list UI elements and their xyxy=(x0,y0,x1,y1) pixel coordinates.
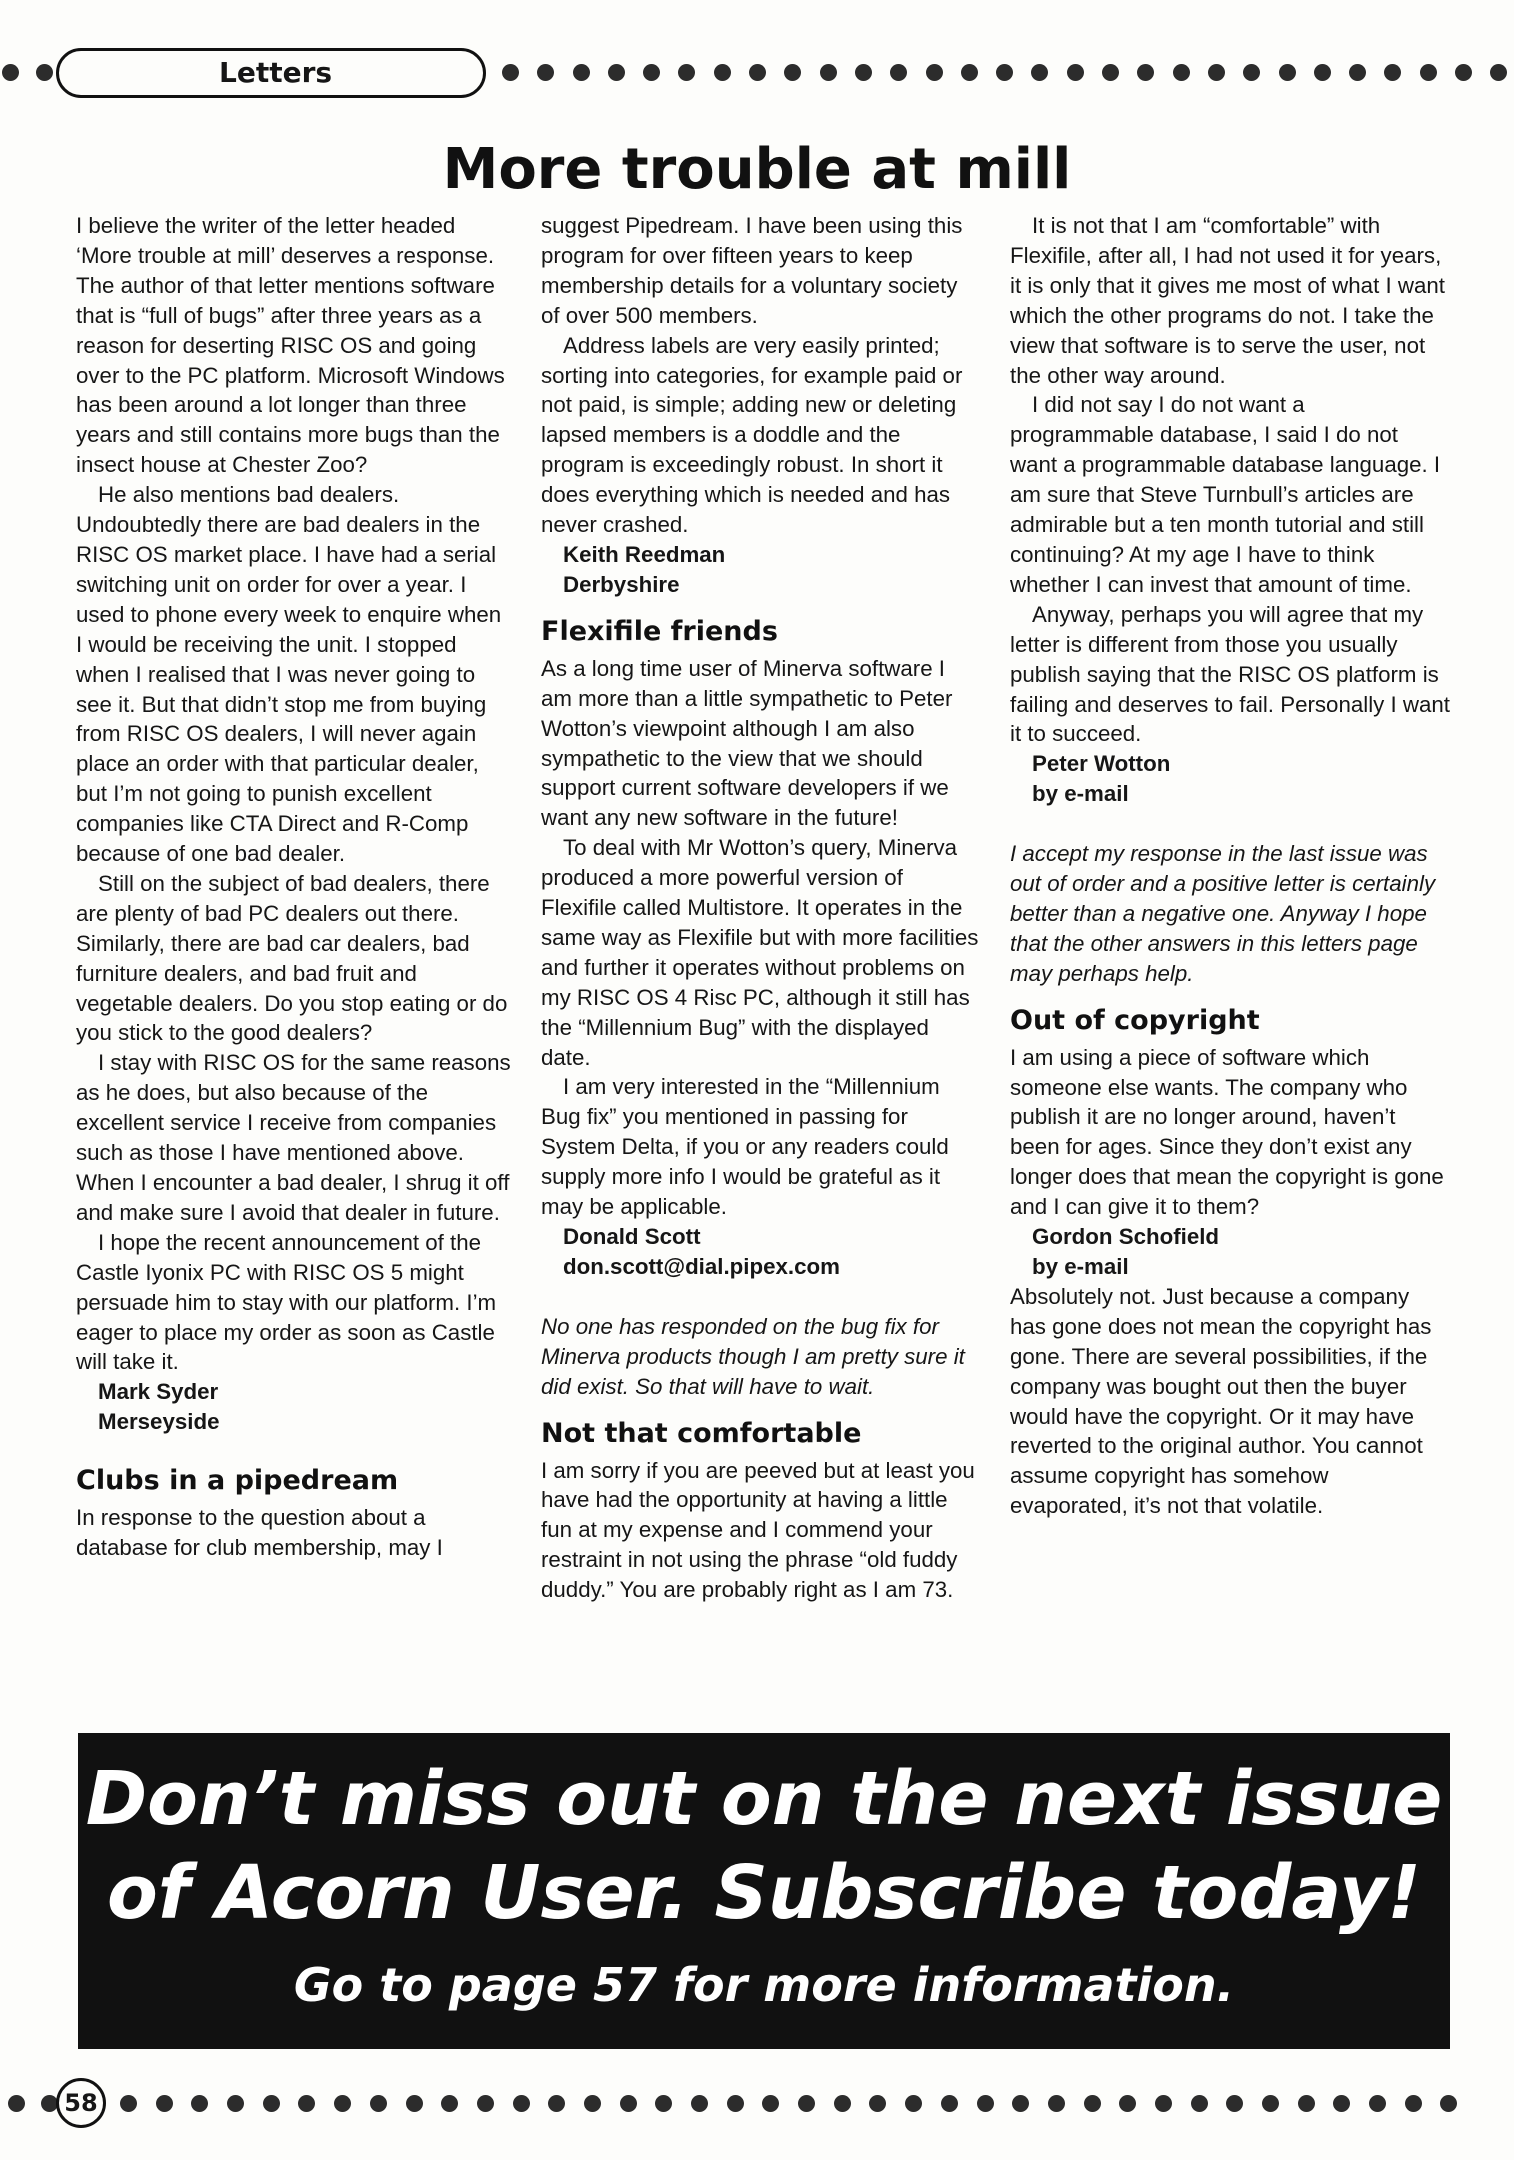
decorative-dot xyxy=(926,64,943,81)
letter-paragraph: suggest Pipedream. I have been using this program for over fifteen years to keep membership details for a voluntary society of over 500 members. xyxy=(541,213,963,328)
decorative-dot xyxy=(714,64,731,81)
letter-paragraph: I believe the writer of the letter headed ‘More trouble at mill’ deserves a response. The author of that letter mentions software that is “full of bugs” after three years as a reason for deserting RISC OS and going over to the PC platform. Microsoft Windows has been around a lot longer than three years and still contains more bugs than the insect house at Chester Zoo? xyxy=(76,213,505,478)
decorative-dot xyxy=(1349,64,1366,81)
decorative-dot xyxy=(370,2095,387,2112)
signature-place: Merseyside xyxy=(98,1409,220,1435)
decorative-dot xyxy=(573,64,590,81)
letter-paragraph: I stay with RISC OS for the same reasons as he does, but also because of the excellent service I receive from companies such as those I have mentioned above. When I encounter a bad dealer, I shrug it off and make sure I avoid that dealer in future. xyxy=(76,1050,511,1225)
decorative-dot xyxy=(120,2095,137,2112)
decorative-dot xyxy=(784,64,801,81)
decorative-dot xyxy=(298,2095,315,2112)
decorative-dot xyxy=(890,64,907,81)
decorative-dot xyxy=(855,64,872,81)
signature-name: Gordon Schofield xyxy=(1032,1224,1220,1250)
heading-flexifile: Flexifile friends xyxy=(541,615,778,647)
decorative-dot xyxy=(548,2095,565,2112)
decorative-dot xyxy=(1067,64,1084,81)
signature-name: Donald Scott xyxy=(563,1224,701,1249)
decorative-dot xyxy=(727,2095,744,2112)
decorative-dot xyxy=(227,2095,244,2112)
decorative-dot xyxy=(1455,64,1472,81)
footer-dots-right xyxy=(120,2095,1457,2112)
decorative-dot xyxy=(996,64,1013,81)
decorative-dot xyxy=(1173,64,1190,81)
decorative-dot xyxy=(1191,2095,1208,2112)
decorative-dot xyxy=(1298,2095,1315,2112)
header-dots-left xyxy=(2,64,53,81)
column-1 xyxy=(76,211,512,1563)
letter-paragraph: I am using a piece of software which someone else wants. The company who publish it are no longer around, haven’t been for ages. Since they don’t exist any longer does that mean the copyright is gone and I can give it to them? xyxy=(1010,1044,1444,1220)
decorative-dot xyxy=(1119,2095,1136,2112)
letter-paragraph: Still on the subject of bad dealers, there are plenty of bad PC dealers out there. Similarly, there are bad car dealers, bad furniture dealers, and bad fruit and vegetable dealers. Do you stop eating or do you stick to the good dealers? xyxy=(76,870,508,1046)
letter-paragraph: He also mentions bad dealers. Undoubtedly there are bad dealers in the RISC OS market place. I have had a serial switching unit on order for over a year. I used to phone every week to enquire when I would be receiving the unit. I stopped when I realised that I was never going to see it. But that didn’t stop me from buying from RISC OS dealers, I will never again place an order with that particular dealer, but I’m not going to punish excellent companies like CTA Direct and R-Comp because of one bad dealer. xyxy=(76,482,502,867)
column-2 xyxy=(541,211,981,1605)
signature-place: Derbyshire xyxy=(563,571,680,597)
heading-not-comfortable: Not that comfortable xyxy=(541,1417,862,1449)
decorative-dot xyxy=(1226,2095,1243,2112)
banner-line-1: Don’t miss out on the next issue xyxy=(85,1756,1443,1842)
decorative-dot xyxy=(1314,64,1331,81)
editor-reply: I accept my response in the last issue was out of order and a positive letter is certainly better than a negative one. Anyway I hope that the other answers in this letters page may perhaps help. xyxy=(1010,841,1436,986)
decorative-dot xyxy=(1208,64,1225,81)
decorative-dot xyxy=(1384,64,1401,81)
decorative-dot xyxy=(869,2095,886,2112)
letter-paragraph: I am sorry if you are peeved but at least you have had the opportunity at having a little fun at my expense and I commend your restraint in not using the phrase “old fuddy duddy.” You are probably right as I am 73. xyxy=(541,1457,975,1603)
heading-out-of-copyright: Out of copyright xyxy=(1010,1004,1260,1036)
decorative-dot xyxy=(820,64,837,81)
decorative-dot xyxy=(691,2095,708,2112)
decorative-dot xyxy=(584,2095,601,2112)
decorative-dot xyxy=(1420,64,1437,81)
decorative-dot xyxy=(977,2095,994,2112)
page-footer xyxy=(0,2078,1514,2132)
signature-name: Peter Wotton xyxy=(1032,751,1171,777)
decorative-dot xyxy=(620,2095,637,2112)
page-title: More trouble at mill xyxy=(442,137,1072,202)
banner-line-3: Go to page 57 for more information. xyxy=(293,1958,1235,2012)
decorative-dot xyxy=(643,64,660,81)
decorative-dot xyxy=(834,2095,851,2112)
decorative-dot xyxy=(762,2095,779,2112)
section-label: Letters xyxy=(56,48,486,98)
footer-dots-left xyxy=(8,2095,58,2112)
column-3 xyxy=(1010,211,1450,1521)
decorative-dot xyxy=(1405,2095,1422,2112)
decorative-dot xyxy=(749,64,766,81)
decorative-dot xyxy=(263,2095,280,2112)
page-number: 58 xyxy=(56,2078,106,2128)
decorative-dot xyxy=(961,64,978,81)
letter-paragraph: In response to the question about a database for club membership, may I xyxy=(76,1505,443,1561)
decorative-dot xyxy=(1102,64,1119,81)
letter-paragraph: It is not that I am “comfortable” with Flexifile, after all, I had not used it for years, it is only that it gives me most of what I want which the other programs do not. I take the view that software is to serve the user, not the other way around. xyxy=(1010,213,1445,388)
decorative-dot xyxy=(513,2095,530,2112)
decorative-dot xyxy=(502,64,519,81)
signature-via: by e-mail xyxy=(1032,781,1129,807)
decorative-dot xyxy=(1369,2095,1386,2112)
section-header xyxy=(0,48,1514,98)
banner-line-2: of Acorn User. Subscribe today! xyxy=(106,1850,1422,1936)
decorative-dot xyxy=(655,2095,672,2112)
letter-paragraph: I did not say I do not want a programmable database, I said I do not want a programmable database language. I am sure that Steve Turnbull’s articles are admirable but a ten month tutorial and still continuing? At my age I have to think whether I can invest that amount of time. xyxy=(1010,392,1441,597)
decorative-dot xyxy=(441,2095,458,2112)
decorative-dot xyxy=(1137,64,1154,81)
decorative-dot xyxy=(191,2095,208,2112)
decorative-dot xyxy=(334,2095,351,2112)
subscribe-banner xyxy=(78,1733,1450,2049)
decorative-dot xyxy=(1012,2095,1029,2112)
letter-paragraph: I hope the recent announcement of the Castle Iyonix PC with RISC OS 5 might persuade him to stay with our platform. I’m eager to place my order as soon as Castle will take it. xyxy=(76,1229,497,1375)
decorative-dot xyxy=(1262,2095,1279,2112)
editor-answer: Absolutely not. Just because a company has gone does not mean the copyright has gone. There are several possibilities, if the company was bought out then the buyer would have the copyright. Or it may have reverted to the original author. You cannot assume copyright has somehow evaporated, it’s not that volatile. xyxy=(1010,1283,1432,1519)
decorative-dot xyxy=(1279,64,1296,81)
signature-email: don.scott@dial.pipex.com xyxy=(563,1253,840,1279)
letter-paragraph: Anyway, perhaps you will agree that my letter is different from those you usually publish saying that the RISC OS platform is failing and deserves to fail. Personally I want it to succeed. xyxy=(1010,601,1450,747)
decorative-dot xyxy=(1333,2095,1350,2112)
letter-paragraph: Address labels are very easily printed; sorting into categories, for example paid or not paid, is simple; adding new or deleting lapsed members is a doddle and the program is exceedingly robust. In short it does everything which is needed and has never crashed. xyxy=(541,332,963,538)
decorative-dot xyxy=(1048,2095,1065,2112)
decorative-dot xyxy=(537,64,554,81)
decorative-dot xyxy=(1490,64,1507,81)
decorative-dot xyxy=(941,2095,958,2112)
header-dots-right xyxy=(502,64,1507,81)
decorative-dot xyxy=(1084,2095,1101,2112)
signature-name: Mark Syder xyxy=(98,1379,219,1405)
decorative-dot xyxy=(798,2095,815,2112)
decorative-dot xyxy=(1243,64,1260,81)
signature-via: by e-mail xyxy=(1032,1254,1129,1279)
letter-paragraph: As a long time user of Minerva software I am more than a little sympathetic to Peter Wotton’s viewpoint although I am also sympathetic to the view that we should support current software developers if we want any new software in the future! xyxy=(541,655,953,831)
decorative-dot xyxy=(406,2095,423,2112)
heading-clubs: Clubs in a pipedream xyxy=(76,1465,399,1497)
decorative-dot xyxy=(1440,2095,1457,2112)
signature-name: Keith Reedman xyxy=(563,541,726,567)
decorative-dot xyxy=(1031,64,1048,81)
editor-reply: No one has responded on the bug fix for Minerva products though I am pretty sure it did exist. So that will have to wait. xyxy=(541,1313,965,1399)
decorative-dot xyxy=(608,64,625,81)
decorative-dot xyxy=(1155,2095,1172,2112)
letter-paragraph: To deal with Mr Wotton’s query, Minerva produced a more powerful version of Flexifile called Multistore. It operates in the same way as Flexifile but with more facilities and further it operates without problems on my RISC OS 4 Risc PC, although it still has the “Millennium Bug” with the displayed date. xyxy=(541,835,979,1070)
decorative-dot xyxy=(905,2095,922,2112)
decorative-dot xyxy=(477,2095,494,2112)
decorative-dot xyxy=(156,2095,173,2112)
decorative-dot xyxy=(678,64,695,81)
letter-paragraph: I am very interested in the “Millennium Bug fix” you mentioned in passing for System Delta, if you or any readers could supply more info I would be grateful as it may be applicable. xyxy=(541,1074,949,1220)
